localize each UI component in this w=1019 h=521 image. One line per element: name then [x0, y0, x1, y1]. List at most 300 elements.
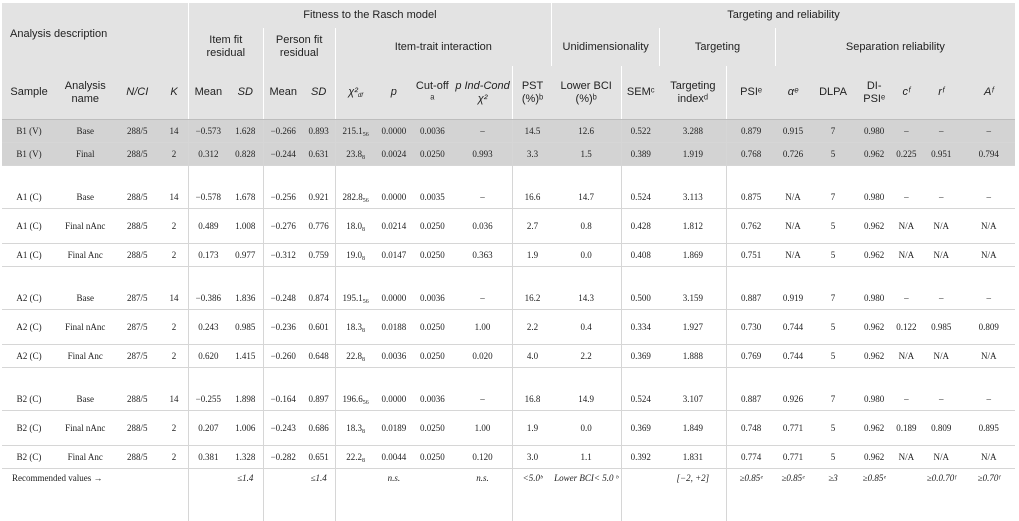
cell-sem	[621, 143, 660, 166]
cell-lower-bci	[552, 244, 622, 267]
cell-a	[963, 389, 1015, 411]
cell-c	[893, 310, 920, 345]
cell-item-mean-value: 0.243	[198, 322, 218, 332]
cell-alpha-value: N/A	[785, 250, 801, 260]
cell-alpha	[775, 411, 810, 446]
cell-sample-value: B2 (C)	[17, 452, 42, 462]
spacer-cell	[376, 368, 412, 390]
cell-chi-square-value: 18.3	[346, 322, 362, 332]
cell-p-ind-cond-value: 0.993	[472, 149, 492, 159]
cell-alpha	[775, 209, 810, 244]
cell-targeting-index	[660, 209, 727, 244]
table-row	[2, 209, 1015, 244]
cell-p-value: 0.0036	[381, 351, 406, 361]
cell-p-ind-cond-value: –	[480, 394, 485, 404]
cell-p-ind-cond-value: –	[480, 293, 485, 303]
rec-a: ≥0.70ᶠ	[963, 469, 1015, 521]
cell-pst-value: 16.2	[525, 293, 541, 303]
cell-nci	[114, 345, 160, 368]
cell-psi-value: 0.730	[741, 322, 761, 332]
cell-c	[893, 389, 920, 411]
cell-chi-square-df: 8	[362, 227, 365, 233]
cell-r-value: N/A	[934, 351, 950, 361]
table-row	[2, 120, 1015, 143]
col-alpha: αᵉ	[775, 66, 810, 120]
cell-dlpa-value: 7	[831, 394, 836, 404]
cell-pst	[513, 411, 552, 446]
cell-p	[376, 209, 412, 244]
cell-analysis-name	[56, 446, 114, 469]
spacer-cell	[188, 368, 228, 390]
col-item-sd: SD	[228, 66, 263, 120]
cell-dlpa-value: 5	[831, 452, 836, 462]
cell-psi	[726, 411, 775, 446]
cell-cutoff-value: 0.0250	[420, 250, 445, 260]
cell-sample-value: A2 (C)	[16, 322, 41, 332]
cell-item-sd-value: 1.836	[235, 293, 255, 303]
cell-dlpa-value: 5	[831, 250, 836, 260]
col-analysis-name: Analysis name	[56, 66, 114, 120]
cell-sem-value: 0.389	[631, 149, 651, 159]
cell-pst-value: 16.8	[525, 394, 541, 404]
spacer-cell	[552, 368, 622, 390]
cell-nci-value: 288/5	[127, 452, 148, 462]
cell-p	[376, 345, 412, 368]
cell-sample	[2, 411, 56, 446]
rec-cutoff	[412, 469, 453, 521]
cell-pst	[513, 244, 552, 267]
col-sem: SEMᶜ	[621, 66, 660, 120]
cell-item-sd-value: 1.006	[235, 423, 255, 433]
cell-person-sd-value: 0.921	[309, 192, 329, 202]
cell-pst	[513, 345, 552, 368]
cell-psi	[726, 389, 775, 411]
cell-r	[920, 209, 963, 244]
spacer-cell	[726, 267, 775, 289]
cell-person-sd-value: 0.776	[309, 221, 329, 231]
cell-psi	[726, 187, 775, 209]
cell-dlpa	[811, 411, 856, 446]
cell-k	[160, 244, 188, 267]
table-row	[2, 446, 1015, 469]
cell-lower-bci-value: 12.6	[578, 126, 594, 136]
cell-targeting-index-value: 1.812	[683, 221, 703, 231]
cell-sample	[2, 446, 56, 469]
cell-chi-square-df: 8	[362, 328, 365, 334]
cell-item-mean	[188, 209, 228, 244]
cell-pst-value: 3.0	[527, 452, 538, 462]
spacer-cell	[893, 166, 920, 188]
cell-pst	[513, 143, 552, 166]
cell-cutoff-value: 0.0250	[420, 149, 445, 159]
cell-targeting-index-value: 1.849	[683, 423, 703, 433]
spacer-cell	[228, 166, 263, 188]
cell-a-value: 0.794	[979, 149, 999, 159]
cell-sem	[621, 209, 660, 244]
cell-k	[160, 411, 188, 446]
table-row	[2, 389, 1015, 411]
cell-c-value: –	[904, 394, 909, 404]
cell-analysis-name	[56, 120, 114, 143]
cell-targeting-index	[660, 345, 727, 368]
cell-sample	[2, 209, 56, 244]
cell-person-sd-value: 0.897	[309, 394, 329, 404]
cell-item-sd-value: 1.678	[235, 192, 255, 202]
cell-analysis-name	[56, 411, 114, 446]
cell-r	[920, 446, 963, 469]
cell-dlpa-value: 5	[831, 322, 836, 332]
cell-chi-square-df: 8	[362, 256, 365, 262]
cell-dlpa	[811, 310, 856, 345]
cell-sample-value: A1 (C)	[16, 192, 41, 202]
cell-cutoff-value: 0.0250	[420, 221, 445, 231]
cell-p-ind-cond-value: 1.00	[475, 423, 491, 433]
cell-c	[893, 446, 920, 469]
cell-di-psi	[855, 120, 892, 143]
cell-lower-bci-value: 1.1	[581, 452, 592, 462]
spacer-cell	[114, 166, 160, 188]
spacer-cell	[2, 166, 56, 188]
cell-sem-value: 0.500	[631, 293, 651, 303]
cell-pst-value: 1.9	[527, 250, 538, 260]
col-lower-bci: Lower BCI (%)ᵇ	[552, 66, 622, 120]
header-person-fit-residual: Person fit residual	[263, 28, 335, 66]
cell-r	[920, 143, 963, 166]
cell-item-mean	[188, 120, 228, 143]
cell-p-ind-cond	[453, 345, 513, 368]
cell-p	[376, 187, 412, 209]
spacer-cell	[2, 267, 56, 289]
cell-c-value: 0.122	[896, 322, 916, 332]
spacer-cell	[893, 267, 920, 289]
table-row	[2, 143, 1015, 166]
cell-dlpa-value: 7	[831, 192, 836, 202]
cell-item-mean-value: 0.173	[198, 250, 218, 260]
cell-targeting-index-value: 1.831	[683, 452, 703, 462]
cell-analysis-name-value: Base	[77, 293, 95, 303]
cell-c-value: –	[904, 293, 909, 303]
rec-item-mean	[188, 469, 228, 521]
cell-di-psi	[855, 446, 892, 469]
cell-dlpa-value: 5	[831, 149, 836, 159]
cell-chi-square	[335, 310, 376, 345]
cell-p-value: 0.0000	[381, 192, 406, 202]
rec-psi: ≥0.85ᵉ	[726, 469, 775, 521]
cell-alpha	[775, 446, 810, 469]
cell-pst-value: 16.6	[525, 192, 541, 202]
cell-person-sd	[303, 446, 335, 469]
cell-item-sd	[228, 187, 263, 209]
cell-analysis-name	[56, 209, 114, 244]
cell-sample-value: B2 (C)	[17, 423, 42, 433]
cell-chi-square	[335, 288, 376, 310]
spacer-cell	[188, 166, 228, 188]
spacer-cell	[963, 267, 1015, 289]
cell-sem	[621, 288, 660, 310]
col-pst: PST (%)ᵇ	[513, 66, 552, 120]
cell-alpha-value: 0.915	[783, 126, 803, 136]
cell-chi-square	[335, 411, 376, 446]
cell-p-ind-cond-value: –	[480, 192, 485, 202]
cell-item-sd-value: 1.415	[235, 351, 255, 361]
cell-pst-value: 14.5	[525, 126, 541, 136]
cell-cutoff-value: 0.0250	[420, 322, 445, 332]
col-p: p	[376, 66, 412, 120]
cell-di-psi	[855, 143, 892, 166]
cell-psi-value: 0.751	[741, 250, 761, 260]
cell-item-sd-value: 1.328	[235, 452, 255, 462]
cell-r	[920, 389, 963, 411]
table-row	[2, 310, 1015, 345]
cell-p-ind-cond	[453, 389, 513, 411]
spacer-cell	[920, 166, 963, 188]
spacer-cell	[160, 368, 188, 390]
table-row	[2, 411, 1015, 446]
cell-dlpa	[811, 209, 856, 244]
cell-item-mean	[188, 288, 228, 310]
cell-r	[920, 187, 963, 209]
spacer-cell	[963, 368, 1015, 390]
col-psi: PSIᵉ	[726, 66, 775, 120]
cell-chi-square	[335, 244, 376, 267]
cell-nci-value: 288/5	[127, 149, 148, 159]
header-analysis-description: Analysis description	[2, 3, 188, 66]
recommended-label: Recommended values →	[2, 469, 188, 521]
cell-di-psi	[855, 288, 892, 310]
cell-lower-bci	[552, 187, 622, 209]
spacer-cell	[963, 166, 1015, 188]
cell-targeting-index-value: 3.107	[683, 394, 703, 404]
cell-di-psi	[855, 411, 892, 446]
cell-alpha	[775, 310, 810, 345]
cell-r-value: 0.809	[931, 423, 951, 433]
cell-sample	[2, 244, 56, 267]
cell-person-mean-value: −0.248	[271, 293, 296, 303]
cell-targeting-index	[660, 187, 727, 209]
spacer-cell	[303, 368, 335, 390]
cell-lower-bci-value: 0.4	[581, 322, 592, 332]
cell-r	[920, 345, 963, 368]
cell-sample-value: B1 (V)	[16, 149, 41, 159]
cell-item-mean-value: −0.578	[196, 192, 221, 202]
cell-chi-square	[335, 209, 376, 244]
spacer-cell	[114, 267, 160, 289]
cell-item-mean	[188, 187, 228, 209]
cell-nci-value: 288/5	[127, 423, 148, 433]
cell-a	[963, 411, 1015, 446]
cell-analysis-name-value: Base	[77, 394, 95, 404]
cell-chi-square-df: 8	[362, 357, 365, 363]
spacer-cell	[552, 267, 622, 289]
cell-targeting-index-value: 1.919	[683, 149, 703, 159]
cell-lower-bci	[552, 209, 622, 244]
cell-k-value: 2	[172, 221, 177, 231]
cell-lower-bci-value: 0.8	[581, 221, 592, 231]
col-p-ind-cond: p Ind-Cond χ²	[453, 66, 513, 120]
spacer-cell	[56, 267, 114, 289]
cell-di-psi	[855, 310, 892, 345]
cell-analysis-name-value: Final nAnc	[65, 423, 105, 433]
cell-chi-square	[335, 389, 376, 411]
cell-pst	[513, 310, 552, 345]
cell-alpha	[775, 389, 810, 411]
table-row	[2, 244, 1015, 267]
cell-person-sd	[303, 187, 335, 209]
cell-analysis-name	[56, 143, 114, 166]
cell-p-value: 0.0214	[381, 221, 406, 231]
cell-di-psi-value: 0.962	[864, 221, 884, 231]
cell-sem-value: 0.524	[631, 192, 651, 202]
cell-a	[963, 244, 1015, 267]
cell-chi-square-df: 56	[363, 400, 369, 406]
cell-item-sd-value: 1.898	[235, 394, 255, 404]
cell-psi-value: 0.875	[741, 192, 761, 202]
cell-sample	[2, 143, 56, 166]
cell-targeting-index-value: 1.869	[683, 250, 703, 260]
header-item-fit-residual: Item fit residual	[188, 28, 263, 66]
cell-pst	[513, 187, 552, 209]
cell-nci-value: 287/5	[127, 322, 148, 332]
cell-di-psi-value: 0.962	[864, 322, 884, 332]
col-a: Aᶠ	[963, 66, 1015, 120]
cell-r-value: N/A	[934, 250, 950, 260]
cell-person-mean-value: −0.282	[271, 452, 296, 462]
cell-psi	[726, 288, 775, 310]
col-sample: Sample	[2, 66, 56, 120]
cell-item-sd	[228, 446, 263, 469]
spacer-cell	[376, 166, 412, 188]
spacer-cell	[660, 368, 727, 390]
cell-c-value: N/A	[899, 452, 915, 462]
cell-alpha-value: 0.726	[783, 149, 803, 159]
cell-p-ind-cond-value: 0.020	[472, 351, 492, 361]
cell-a-value: N/A	[981, 250, 997, 260]
cell-k	[160, 143, 188, 166]
cell-lower-bci	[552, 389, 622, 411]
cell-item-mean-value: 0.489	[198, 221, 218, 231]
cell-sem	[621, 411, 660, 446]
cell-k-value: 14	[170, 394, 179, 404]
spacer-cell	[412, 267, 453, 289]
cell-alpha-value: 0.771	[783, 423, 803, 433]
spacer-cell	[775, 166, 810, 188]
cell-psi	[726, 345, 775, 368]
cell-alpha-value: 0.926	[783, 394, 803, 404]
cell-targeting-index-value: 3.288	[683, 126, 703, 136]
cell-a	[963, 446, 1015, 469]
cell-sem	[621, 120, 660, 143]
cell-k	[160, 310, 188, 345]
cell-sample	[2, 288, 56, 310]
cell-cutoff	[412, 120, 453, 143]
spacer-cell	[56, 368, 114, 390]
spacer-cell	[303, 166, 335, 188]
cell-di-psi	[855, 345, 892, 368]
cell-targeting-index	[660, 288, 727, 310]
cell-r-value: –	[939, 293, 944, 303]
spacer-cell	[775, 267, 810, 289]
cell-sem	[621, 187, 660, 209]
cell-nci-value: 287/5	[127, 293, 148, 303]
spacer-cell	[660, 267, 727, 289]
cell-lower-bci-value: 0.0	[581, 423, 592, 433]
cell-p-ind-cond	[453, 120, 513, 143]
cell-chi-square-df: 56	[363, 299, 369, 305]
spacer-cell	[726, 166, 775, 188]
cell-psi-value: 0.887	[741, 394, 761, 404]
cell-item-sd-value: 0.977	[235, 250, 255, 260]
cell-person-mean	[263, 310, 303, 345]
cell-di-psi-value: 0.980	[864, 126, 884, 136]
cell-a	[963, 288, 1015, 310]
cell-di-psi	[855, 389, 892, 411]
spacer-cell	[376, 267, 412, 289]
cell-analysis-name-value: Base	[77, 126, 95, 136]
cell-sample-value: B1 (V)	[16, 126, 41, 136]
cell-a	[963, 345, 1015, 368]
cell-item-sd-value: 0.985	[235, 322, 255, 332]
cell-sem-value: 0.408	[631, 250, 651, 260]
cell-p-ind-cond	[453, 209, 513, 244]
spacer-cell	[855, 166, 892, 188]
cell-person-mean-value: −0.164	[271, 394, 296, 404]
cell-a-value: N/A	[981, 351, 997, 361]
cell-sem-value: 0.369	[631, 351, 651, 361]
cell-person-sd-value: 0.601	[309, 322, 329, 332]
cell-item-mean-value: −0.386	[196, 293, 221, 303]
cell-chi-square	[335, 143, 376, 166]
cell-person-mean	[263, 120, 303, 143]
cell-cutoff	[412, 187, 453, 209]
cell-p-ind-cond	[453, 288, 513, 310]
spacer-cell	[2, 368, 56, 390]
cell-nci	[114, 411, 160, 446]
cell-dlpa-value: 5	[831, 221, 836, 231]
col-cutoff: Cut-off ᵃ	[412, 66, 453, 120]
cell-di-psi-value: 0.980	[864, 394, 884, 404]
col-c: cᶠ	[893, 66, 920, 120]
rec-r: ≥0.0.70ᶠ	[920, 469, 963, 521]
header-targeting-reliability: Targeting and reliability	[552, 3, 1015, 28]
cell-item-mean-value: 0.620	[198, 351, 218, 361]
cell-person-sd-value: 0.686	[309, 423, 329, 433]
cell-alpha	[775, 345, 810, 368]
cell-psi-value: 0.748	[741, 423, 761, 433]
cell-p-ind-cond	[453, 143, 513, 166]
cell-a-value: 0.895	[979, 423, 999, 433]
spacer-cell	[513, 166, 552, 188]
rec-pst: <5.0ᵇ	[513, 469, 552, 521]
cell-person-sd-value: 0.759	[309, 250, 329, 260]
cell-targeting-index-value: 3.113	[683, 192, 703, 202]
spacer-cell	[263, 166, 303, 188]
cell-nci-value: 287/5	[127, 351, 148, 361]
cell-analysis-name-value: Final nAnc	[65, 221, 105, 231]
col-person-mean: Mean	[263, 66, 303, 120]
spacer-cell	[552, 166, 622, 188]
cell-sem	[621, 345, 660, 368]
cell-cutoff	[412, 389, 453, 411]
cell-person-sd	[303, 389, 335, 411]
cell-sample	[2, 120, 56, 143]
cell-alpha-value: N/A	[785, 221, 801, 231]
cell-k	[160, 389, 188, 411]
cell-c-value: N/A	[899, 221, 915, 231]
cell-cutoff-value: 0.0036	[420, 394, 445, 404]
cell-person-mean-value: −0.260	[271, 351, 296, 361]
spacer-cell	[303, 267, 335, 289]
rec-di-psi: ≥0.85ᵉ	[855, 469, 892, 521]
